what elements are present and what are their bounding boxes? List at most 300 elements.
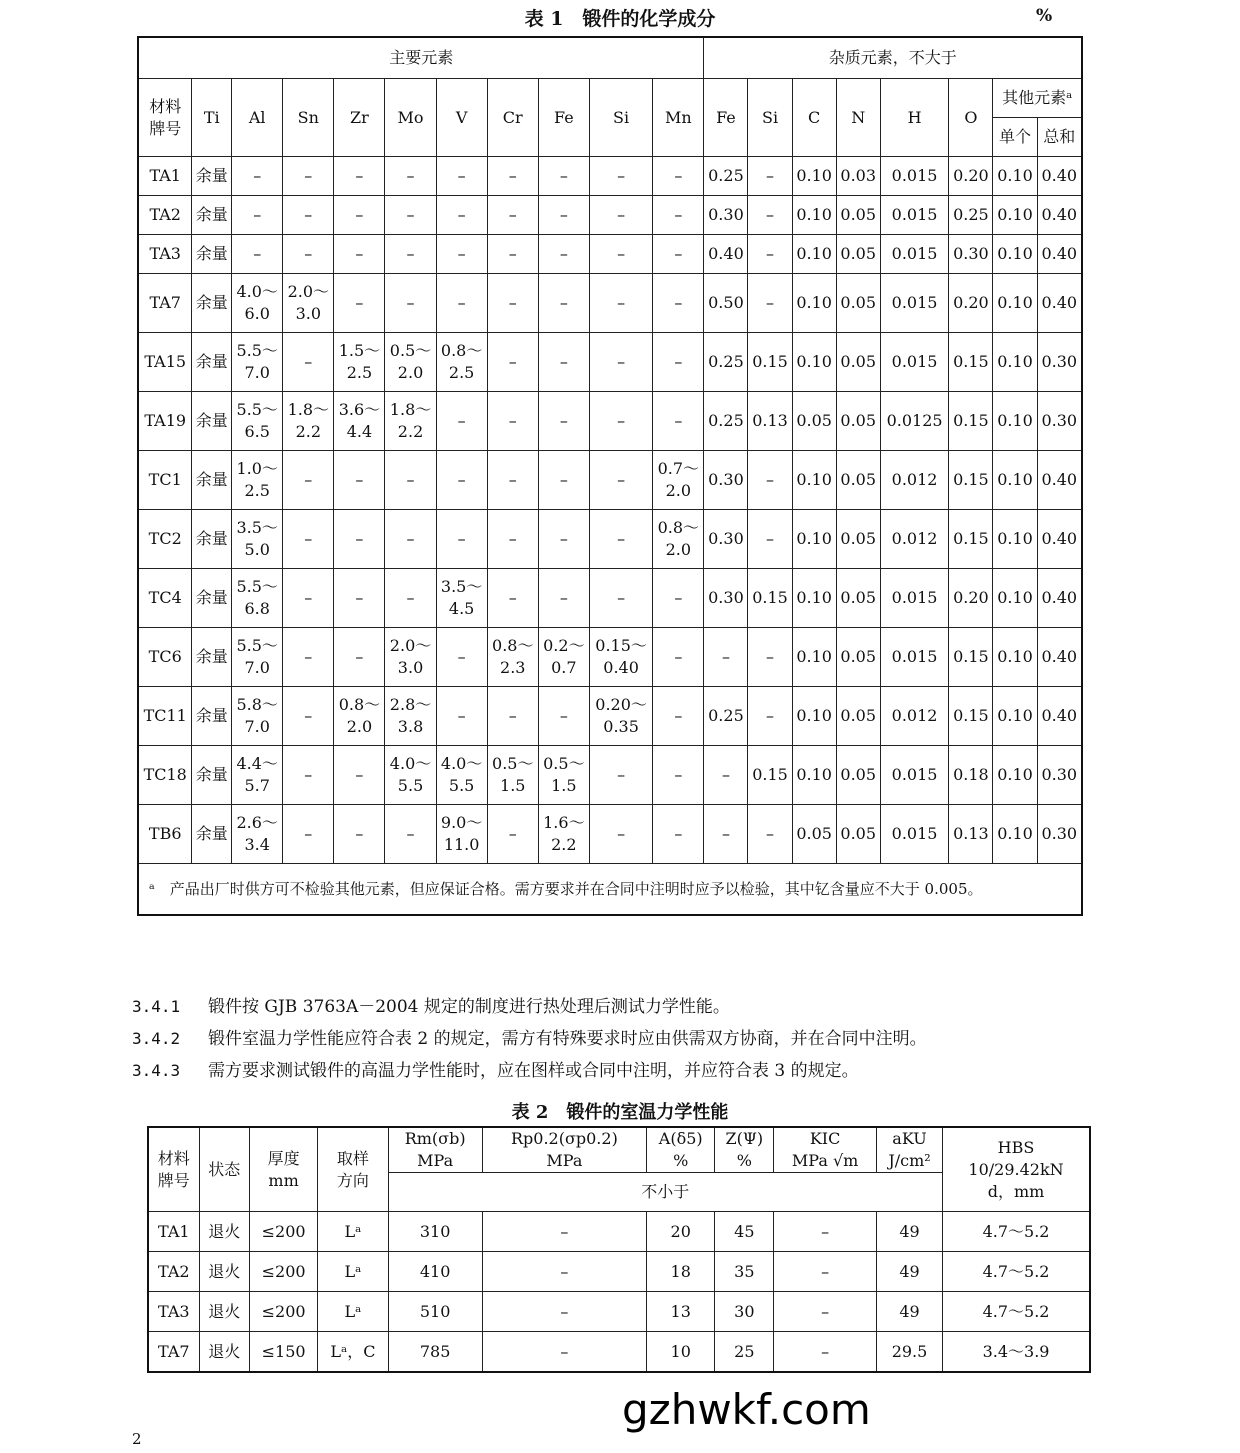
value-cell: 0.15 (949, 392, 993, 451)
grade-cell: TC11 (138, 687, 192, 746)
table-row (138, 196, 1082, 235)
value-cell: 0.8～ 2.3 (487, 628, 538, 687)
value-cell: 0.015 (880, 333, 949, 392)
value-cell: – (704, 628, 748, 687)
value-cell: – (538, 569, 589, 628)
value-cell: – (283, 805, 334, 864)
value-cell: 0.25 (704, 687, 748, 746)
value-cell: 20 (647, 1212, 715, 1252)
value-cell: – (653, 628, 704, 687)
value-cell: 余量 (192, 157, 232, 196)
value-cell: 30 (715, 1292, 774, 1332)
table-row (138, 235, 1082, 274)
value-cell: 0.50 (704, 274, 748, 333)
value-cell: – (538, 157, 589, 196)
header-5: Rp0.2(σp0.2) MPa (482, 1127, 646, 1173)
value-cell: 退火 (199, 1332, 249, 1373)
table-row (148, 1332, 1090, 1373)
header-impurity-si: Si (748, 79, 792, 157)
group-impurity-elements: 杂质元素，不大于 (704, 37, 1082, 79)
header-main-fe: Fe (538, 79, 589, 157)
value-cell: 0.05 (836, 333, 880, 392)
value-cell: 0.13 (748, 392, 792, 451)
value-cell: 0.015 (880, 274, 949, 333)
value-cell: 0.05 (836, 569, 880, 628)
value-cell: 0.5～ 1.5 (487, 746, 538, 805)
value-cell: 4.7～5.2 (943, 1252, 1090, 1292)
table-row (138, 687, 1082, 746)
value-cell: 0.03 (836, 157, 880, 196)
header-grade: 材料 牌号 (138, 79, 192, 157)
value-cell: – (385, 569, 436, 628)
value-cell: 0.10 (993, 196, 1037, 235)
table-row (138, 628, 1082, 687)
value-cell: 0.10 (792, 451, 836, 510)
value-cell: – (487, 274, 538, 333)
value-cell: 0.30 (949, 235, 993, 274)
header-impurity-o: O (949, 79, 993, 157)
value-cell: 0.40 (1037, 687, 1082, 746)
value-cell: – (283, 628, 334, 687)
header-10: HBS 10/29.42kN d，mm (943, 1127, 1090, 1212)
grade-cell: TA3 (138, 235, 192, 274)
value-cell: – (704, 746, 748, 805)
value-cell: 3.4～3.9 (943, 1332, 1090, 1373)
value-cell: – (748, 196, 792, 235)
table-row (138, 157, 1082, 196)
value-cell: – (748, 510, 792, 569)
value-cell: 0.30 (704, 451, 748, 510)
value-cell: 退火 (199, 1252, 249, 1292)
header-main-mn: Mn (653, 79, 704, 157)
grade-cell: TA1 (148, 1212, 199, 1252)
header-main-v: V (436, 79, 487, 157)
value-cell: – (436, 235, 487, 274)
table-row (138, 510, 1082, 569)
grade-cell: TC2 (138, 510, 192, 569)
value-cell: 0.20～ 0.35 (589, 687, 652, 746)
header-1: 状态 (199, 1127, 249, 1212)
value-cell: 0.15 (949, 451, 993, 510)
value-cell: 0.15 (949, 628, 993, 687)
value-cell: – (334, 805, 385, 864)
value-cell: 5.8～ 7.0 (232, 687, 283, 746)
value-cell: 0.40 (1037, 274, 1082, 333)
value-cell: 5.5～ 7.0 (232, 628, 283, 687)
value-cell: 0.40 (1037, 510, 1082, 569)
header-impurity-n: N (836, 79, 880, 157)
value-cell: 余量 (192, 235, 232, 274)
value-cell: 0.25 (704, 333, 748, 392)
value-cell: – (748, 451, 792, 510)
value-cell: – (538, 687, 589, 746)
value-cell: – (487, 333, 538, 392)
header-6: A(δ5) % (647, 1127, 715, 1173)
value-cell: – (385, 157, 436, 196)
value-cell: 0.10 (993, 392, 1037, 451)
grade-cell: TA1 (138, 157, 192, 196)
value-cell: – (589, 157, 652, 196)
value-cell: 0.20 (949, 157, 993, 196)
value-cell: 0.10 (792, 628, 836, 687)
value-cell: 0.10 (993, 628, 1037, 687)
value-cell: 4.7～5.2 (943, 1292, 1090, 1332)
value-cell: – (487, 157, 538, 196)
value-cell: 0.20 (949, 274, 993, 333)
grade-cell: TB6 (138, 805, 192, 864)
value-cell: 18 (647, 1252, 715, 1292)
value-cell: 3.6～ 4.4 (334, 392, 385, 451)
value-cell: 3.5～ 5.0 (232, 510, 283, 569)
value-cell: 310 (388, 1212, 482, 1252)
value-cell: 0.10 (993, 746, 1037, 805)
value-cell: – (436, 274, 487, 333)
value-cell: 0.7～ 2.0 (653, 451, 704, 510)
value-cell: – (487, 451, 538, 510)
value-cell: 0.30 (704, 196, 748, 235)
value-cell: 1.8～ 2.2 (283, 392, 334, 451)
value-cell: – (436, 510, 487, 569)
value-cell: 余量 (192, 687, 232, 746)
value-cell: – (385, 805, 436, 864)
header-impurity-h: H (880, 79, 949, 157)
value-cell: 0.10 (993, 274, 1037, 333)
header-2: 厚度 mm (249, 1127, 317, 1212)
value-cell: 0.30 (704, 510, 748, 569)
value-cell: – (334, 510, 385, 569)
value-cell: 4.4～ 5.7 (232, 746, 283, 805)
value-cell: – (334, 569, 385, 628)
value-cell: – (487, 196, 538, 235)
value-cell: 余量 (192, 628, 232, 687)
value-cell: ≤200 (249, 1292, 317, 1332)
value-cell: – (653, 569, 704, 628)
value-cell: 10 (647, 1332, 715, 1373)
value-cell: 0.5～ 2.0 (385, 333, 436, 392)
value-cell: – (232, 157, 283, 196)
value-cell: 余量 (192, 392, 232, 451)
value-cell: – (283, 746, 334, 805)
value-cell: – (748, 274, 792, 333)
value-cell: 29.5 (876, 1332, 942, 1373)
table-row (138, 746, 1082, 805)
value-cell: 2.0～ 3.0 (385, 628, 436, 687)
value-cell: ≤200 (249, 1252, 317, 1292)
value-cell: – (482, 1252, 646, 1292)
value-cell: 1.5～ 2.5 (334, 333, 385, 392)
value-cell: 0.8～ 2.0 (653, 510, 704, 569)
value-cell: 0.15 (949, 333, 993, 392)
value-cell: – (704, 805, 748, 864)
grade-cell: TC18 (138, 746, 192, 805)
value-cell: 0.10 (792, 569, 836, 628)
value-cell: 0.012 (880, 687, 949, 746)
table-row (138, 569, 1082, 628)
value-cell: – (487, 687, 538, 746)
value-cell: – (748, 628, 792, 687)
value-cell: 0.25 (949, 196, 993, 235)
value-cell: 0.2～ 0.7 (538, 628, 589, 687)
value-cell: 0.05 (792, 392, 836, 451)
value-cell: 0.30 (1037, 392, 1082, 451)
value-cell: ≤150 (249, 1332, 317, 1373)
value-cell: 0.10 (993, 569, 1037, 628)
value-cell: – (283, 196, 334, 235)
value-cell: – (653, 157, 704, 196)
value-cell: – (774, 1212, 877, 1252)
value-cell: 余量 (192, 805, 232, 864)
value-cell: – (436, 451, 487, 510)
value-cell: 0.8～ 2.0 (334, 687, 385, 746)
table1-title: 表 1 锻件的化学成分 (524, 8, 716, 30)
value-cell: 0.5～ 1.5 (538, 746, 589, 805)
value-cell: – (334, 157, 385, 196)
value-cell: 0.40 (1037, 157, 1082, 196)
value-cell: – (653, 392, 704, 451)
value-cell: – (589, 746, 652, 805)
value-cell: – (334, 196, 385, 235)
header-8: KIC MPa √m (774, 1127, 877, 1173)
table1-unit: % (1036, 6, 1053, 26)
value-cell: 0.10 (792, 746, 836, 805)
value-cell: – (436, 687, 487, 746)
table-row (138, 805, 1082, 864)
value-cell: – (334, 274, 385, 333)
header-impurity-c: C (792, 79, 836, 157)
value-cell: 0.10 (792, 196, 836, 235)
header-main-cr: Cr (487, 79, 538, 157)
value-cell: 410 (388, 1252, 482, 1292)
value-cell: – (283, 687, 334, 746)
value-cell: 49 (876, 1292, 942, 1332)
value-cell: – (436, 196, 487, 235)
value-cell: – (334, 235, 385, 274)
value-cell: ≤200 (249, 1212, 317, 1252)
value-cell: – (653, 746, 704, 805)
value-cell: 退火 (199, 1292, 249, 1332)
value-cell: Lᵃ (318, 1292, 388, 1332)
value-cell: 0.15 (949, 510, 993, 569)
value-cell: 余量 (192, 274, 232, 333)
value-cell: 0.10 (993, 510, 1037, 569)
value-cell: – (589, 333, 652, 392)
value-cell: 0.015 (880, 746, 949, 805)
grade-cell: TC6 (138, 628, 192, 687)
value-cell: 0.05 (836, 451, 880, 510)
table-row (138, 274, 1082, 333)
mechanical-properties-table (147, 1126, 1091, 1373)
header-impurity-fe: Fe (704, 79, 748, 157)
value-cell: – (385, 196, 436, 235)
value-cell: – (487, 805, 538, 864)
value-cell: 3.5～ 4.5 (436, 569, 487, 628)
group-main-elements: 主要元素 (138, 37, 704, 79)
value-cell: 0.05 (836, 805, 880, 864)
value-cell: 0.15～ 0.40 (589, 628, 652, 687)
table-row (148, 1252, 1090, 1292)
value-cell: 0.25 (704, 392, 748, 451)
value-cell: 2.8～ 3.8 (385, 687, 436, 746)
paragraph-3-4-3: 3.4.3 需方要求测试锻件的高温力学性能时，应在图样或合同中注明，并应符合表 3 的规定。 (132, 1061, 859, 1081)
value-cell: – (538, 333, 589, 392)
value-cell: 0.015 (880, 235, 949, 274)
header-main-sn: Sn (283, 79, 334, 157)
header-main-ti: Ti (192, 79, 232, 157)
value-cell: 0.05 (836, 274, 880, 333)
value-cell: 0.10 (993, 687, 1037, 746)
value-cell: 35 (715, 1252, 774, 1292)
header-7: Z(Ψ) % (715, 1127, 774, 1173)
value-cell: – (283, 235, 334, 274)
header-main-al: Al (232, 79, 283, 157)
paragraph-3-4-2: 3.4.2 锻件室温力学性能应符合表 2 的规定，需方有特殊要求时应由供需双方协商，并在合同中注明。 (132, 1029, 927, 1049)
value-cell: – (482, 1212, 646, 1252)
value-cell: – (589, 235, 652, 274)
value-cell: – (653, 235, 704, 274)
value-cell: 5.5～ 7.0 (232, 333, 283, 392)
value-cell: 2.6～ 3.4 (232, 805, 283, 864)
value-cell: – (487, 569, 538, 628)
value-cell: 0.10 (993, 157, 1037, 196)
table2-title: 表 2 锻件的室温力学性能 (511, 1102, 729, 1123)
grade-cell: TA2 (148, 1252, 199, 1292)
value-cell: 0.05 (836, 746, 880, 805)
value-cell: – (538, 392, 589, 451)
value-cell: 0.30 (704, 569, 748, 628)
header-9: aKU J/cm² (876, 1127, 942, 1173)
value-cell: 0.10 (792, 687, 836, 746)
value-cell: – (589, 451, 652, 510)
table-row (138, 392, 1082, 451)
value-cell: 0.10 (993, 805, 1037, 864)
value-cell: – (385, 510, 436, 569)
value-cell: – (748, 687, 792, 746)
value-cell: 余量 (192, 746, 232, 805)
value-cell: 0.8～ 2.5 (436, 333, 487, 392)
table-row (148, 1212, 1090, 1252)
value-cell: 13 (647, 1292, 715, 1332)
value-cell: – (748, 235, 792, 274)
header-main-mo: Mo (385, 79, 436, 157)
value-cell: 1.0～ 2.5 (232, 451, 283, 510)
value-cell: Lᵃ，C (318, 1332, 388, 1373)
value-cell: 0.10 (792, 333, 836, 392)
header-main-si: Si (589, 79, 652, 157)
header-row (148, 1127, 1090, 1173)
footnote: ᵃ 产品出厂时供方可不检验其他元素，但应保证合格。需方要求并在合同中注明时应予以检验，其中钇含量应不大于 0.005。 (138, 864, 1082, 916)
value-cell: 4.0～ 6.0 (232, 274, 283, 333)
header-row-elements (138, 79, 1082, 118)
value-cell: 0.40 (1037, 628, 1082, 687)
value-cell: – (589, 196, 652, 235)
value-cell: 49 (876, 1252, 942, 1292)
value-cell: 0.05 (836, 687, 880, 746)
footnote-row (138, 864, 1082, 916)
value-cell: 0.20 (949, 569, 993, 628)
value-cell: 0.30 (1037, 805, 1082, 864)
watermark: gzhwkf.com (622, 1385, 871, 1434)
value-cell: 0.05 (792, 805, 836, 864)
value-cell: – (653, 687, 704, 746)
value-cell: 0.015 (880, 805, 949, 864)
value-cell: 0.10 (792, 235, 836, 274)
value-cell: 0.18 (949, 746, 993, 805)
value-cell: – (653, 805, 704, 864)
value-cell: 45 (715, 1212, 774, 1252)
grade-cell: TC1 (138, 451, 192, 510)
value-cell: 0.25 (704, 157, 748, 196)
value-cell: – (385, 235, 436, 274)
grade-cell: TA2 (138, 196, 192, 235)
value-cell: 0.10 (792, 157, 836, 196)
value-cell: 0.15 (748, 569, 792, 628)
value-cell: – (436, 392, 487, 451)
header-0: 材料 牌号 (148, 1127, 199, 1212)
value-cell: – (334, 451, 385, 510)
value-cell: 余量 (192, 196, 232, 235)
value-cell: – (436, 628, 487, 687)
value-cell: 4.7～5.2 (943, 1212, 1090, 1252)
value-cell: – (436, 157, 487, 196)
value-cell: – (538, 274, 589, 333)
value-cell: 49 (876, 1212, 942, 1252)
paragraph-3-4-1: 3.4.1 锻件按 GJB 3763A－2004 规定的制度进行热处理后测试力学性能。 (132, 997, 730, 1017)
value-cell: 0.30 (1037, 746, 1082, 805)
value-cell: 0.30 (1037, 333, 1082, 392)
grade-cell: TA3 (148, 1292, 199, 1332)
value-cell: – (538, 510, 589, 569)
value-cell: – (774, 1252, 877, 1292)
value-cell: – (283, 569, 334, 628)
value-cell: – (487, 510, 538, 569)
value-cell: – (232, 235, 283, 274)
value-cell: 0.0125 (880, 392, 949, 451)
value-cell: 1.6～ 2.2 (538, 805, 589, 864)
header-not-less: 不小于 (388, 1173, 943, 1212)
value-cell: 2.0～ 3.0 (283, 274, 334, 333)
value-cell: – (653, 196, 704, 235)
value-cell: 余量 (192, 333, 232, 392)
value-cell: – (334, 628, 385, 687)
value-cell: 785 (388, 1332, 482, 1373)
value-cell: – (748, 805, 792, 864)
value-cell: Lᵃ (318, 1212, 388, 1252)
value-cell: 余量 (192, 569, 232, 628)
value-cell: – (538, 235, 589, 274)
page-number: 2 (132, 1430, 142, 1448)
table-row (138, 451, 1082, 510)
table-row (148, 1292, 1090, 1332)
value-cell: – (589, 569, 652, 628)
value-cell: – (482, 1332, 646, 1373)
value-cell: 0.15 (748, 746, 792, 805)
value-cell: – (283, 333, 334, 392)
value-cell: – (487, 235, 538, 274)
chemical-composition-table (137, 36, 1083, 916)
value-cell: 0.13 (949, 805, 993, 864)
header-other-elements: 其他元素ᵃ (993, 79, 1082, 118)
value-cell: Lᵃ (318, 1252, 388, 1292)
value-cell: – (385, 274, 436, 333)
value-cell: – (538, 196, 589, 235)
value-cell: 0.10 (993, 451, 1037, 510)
value-cell: 0.05 (836, 628, 880, 687)
value-cell: 0.012 (880, 451, 949, 510)
value-cell: – (283, 157, 334, 196)
value-cell: – (487, 392, 538, 451)
value-cell: – (232, 196, 283, 235)
value-cell: 0.10 (792, 510, 836, 569)
